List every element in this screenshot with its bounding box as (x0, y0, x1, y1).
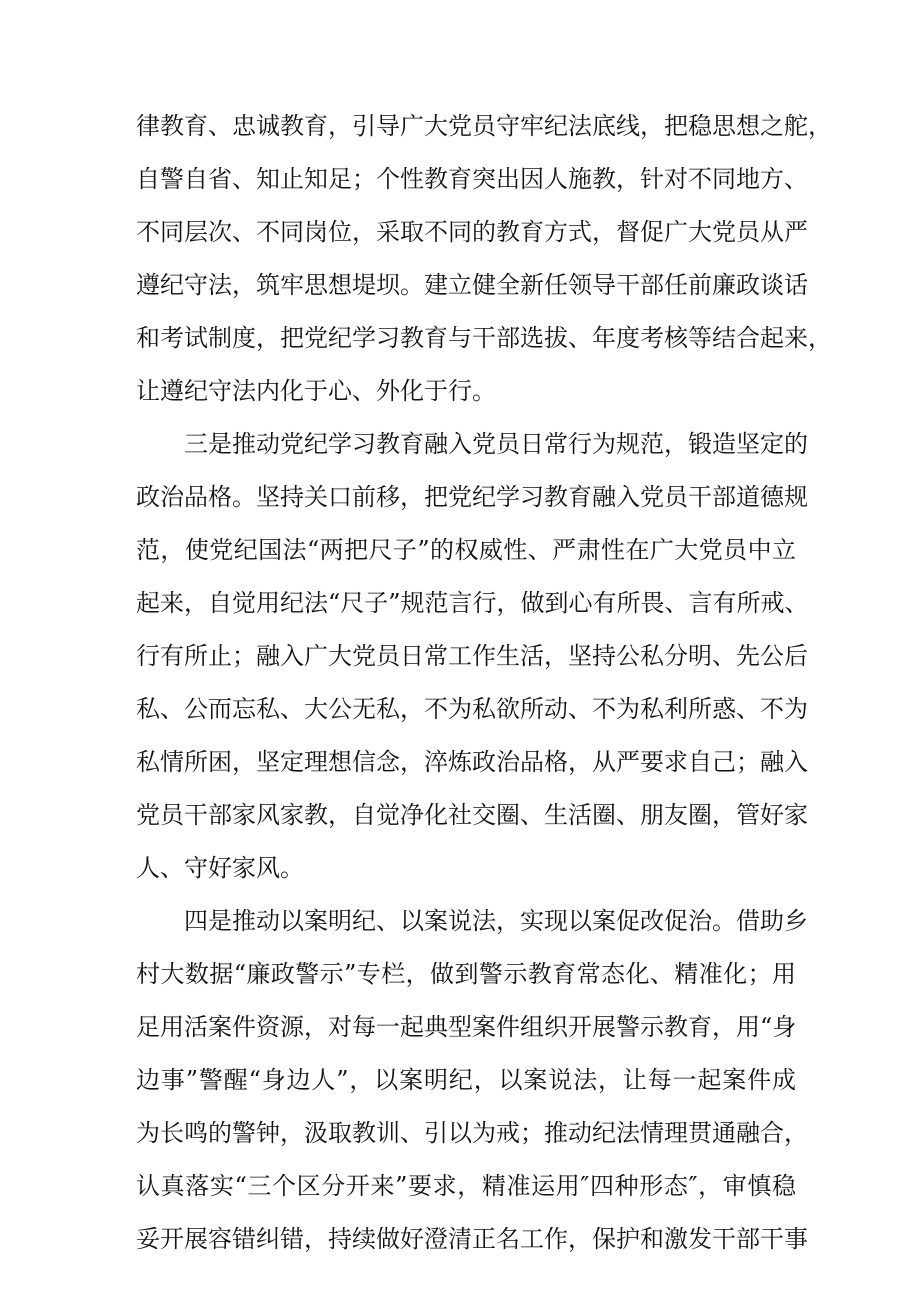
document-body (136, 100, 832, 1266)
text-line: 私情所困，坚定理想信念，淬炼政治品格，从严要求自己；融入 (136, 748, 808, 776)
paragraph-2 (136, 418, 809, 895)
paragraph-1 (136, 100, 832, 418)
text-line: 不同层次、不同岗位，采取不同的教育方式，督促广大党员从严 (136, 218, 808, 246)
text-line: 四是推动以案明纪、以案说法，实现以案促改促治。借助乡 (184, 907, 808, 935)
text-line: 足用活案件资源，对每一起典型案件组织开展警示教育，用“身 (136, 1013, 797, 1041)
text-line: 起来，自觉用纪法“尺子”规范言行，做到心有所畏、言有所戒、 (136, 589, 809, 617)
text-line: 三是推动党纪学习教育融入党员日常行为规范，锻造坚定的 (184, 430, 808, 458)
text-line: 范，使党纪国法“两把尺子”的权威性、严肃性在广大党员中立 (136, 536, 796, 564)
paragraph-3 (136, 895, 808, 1266)
text-line: 人、守好家风。 (136, 854, 304, 882)
text-line: 边事”警醒“身边人”，以案明纪，以案说法，让每一起案件成 (136, 1066, 796, 1094)
text-line: 妥开展容错纠错，持续做好澄清正名工作，保护和激发干部干事 (136, 1225, 808, 1253)
text-line: 村大数据“廉政警示”专栏，做到警示教育常态化、精准化；用 (136, 960, 796, 988)
text-line: 为长鸣的警钟，汲取教训、引以为戒；推动纪法情理贯通融合， (136, 1119, 808, 1147)
text-line: 遵纪守法，筑牢思想堤坝。建立健全新任领导干部任前廉政谈话 (136, 271, 808, 299)
text-line: 律教育、忠诚教育，引导广大党员守牢纪法底线，把稳思想之舵， (136, 112, 832, 140)
text-line: 党员干部家风家教，自觉净化社交圈、生活圈、朋友圈，管好家 (136, 801, 808, 829)
text-line: 认真落实“三个区分开来”要求，精准运用″四种形态″，审慎稳 (136, 1172, 796, 1200)
text-line: 私、公而忘私、大公无私，不为私欲所动、不为私利所惑、不为 (136, 695, 808, 723)
text-line: 行有所止；融入广大党员日常工作生活，坚持公私分明、先公后 (136, 642, 808, 670)
text-line: 和考试制度，把党纪学习教育与干部选拔、年度考核等结合起来， (136, 324, 832, 352)
text-line: 自警自省、知止知足；个性教育突出因人施教，针对不同地方、 (136, 165, 808, 193)
text-line: 让遵纪守法内化于心、外化于行。 (136, 377, 496, 405)
text-line: 政治品格。坚持关口前移，把党纪学习教育融入党员干部道德规 (136, 483, 808, 511)
